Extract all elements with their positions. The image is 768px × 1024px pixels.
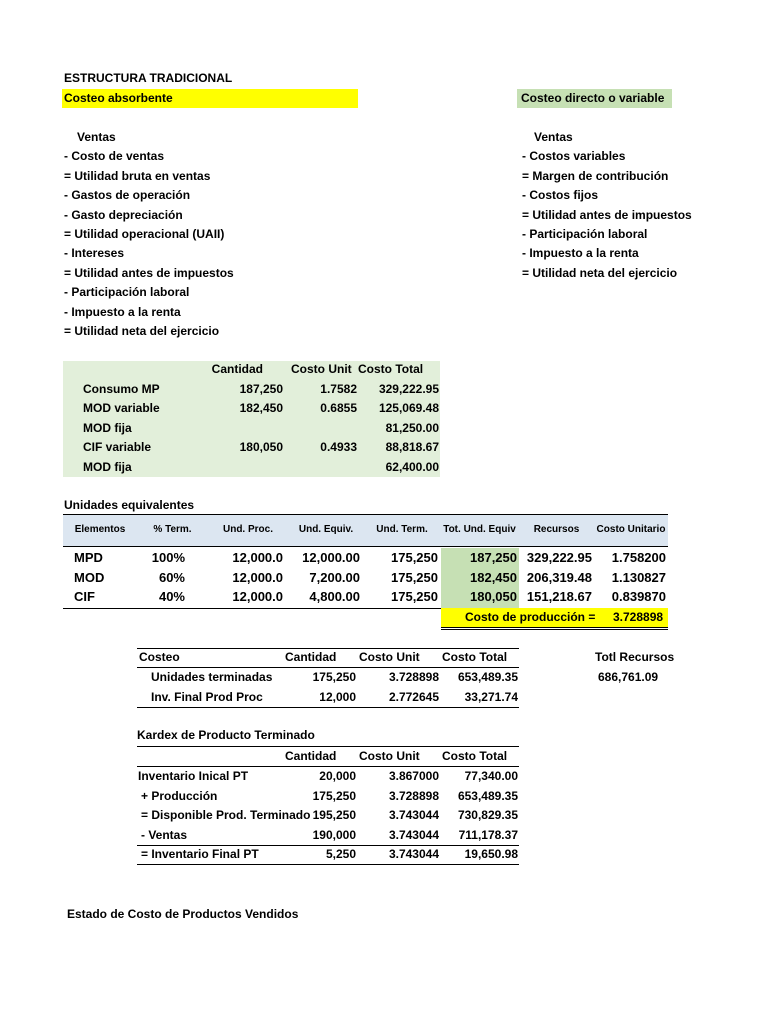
kardex-bottom-border bbox=[137, 864, 519, 865]
equiv-row-cell: 206,319.48 bbox=[526, 569, 592, 585]
costos-row-unit: 1.7582 bbox=[320, 382, 357, 396]
absorbente-header: Costeo absorbente bbox=[62, 89, 358, 108]
equiv-header-cell: Und. Proc. bbox=[222, 524, 273, 535]
equiv-row-cell: 12,000.0 bbox=[232, 569, 283, 585]
costos-row-total: 329,222.95 bbox=[378, 382, 439, 396]
kardex-row-total: 711,178.37 bbox=[458, 827, 518, 842]
absorbente-line: = Utilidad bruta en ventas bbox=[64, 168, 211, 183]
costeo-row-total: 33,271.74 bbox=[464, 690, 518, 704]
absorbente-line: = Utilidad neta del ejercicio bbox=[64, 324, 220, 338]
costeo-row-total: 653,489.35 bbox=[457, 670, 518, 684]
absorbente-line: Ventas bbox=[77, 130, 116, 144]
costos-row-cantidad: 180,050 bbox=[239, 440, 283, 455]
equiv-row-elemento: MPD bbox=[74, 550, 103, 565]
absorbente-line: - Participación laboral bbox=[64, 285, 190, 300]
directo-header: Costeo directo o variable bbox=[517, 89, 672, 108]
costos-row-total: 81,250.00 bbox=[385, 420, 439, 435]
costeo-row-cantidad: 12,000 bbox=[319, 690, 356, 704]
kardex-header-cantidad: Cantidad bbox=[285, 749, 337, 763]
equiv-header-cell: Und. Equiv. bbox=[298, 524, 354, 535]
absorbente-line: = Utilidad operacional (UAII) bbox=[64, 227, 225, 241]
costos-row-total: 62,400.00 bbox=[385, 459, 439, 474]
kardex-row-cantidad: 175,250 bbox=[312, 788, 356, 803]
costeo-header-unit: Costo Unit bbox=[359, 650, 420, 664]
kardex-row-cantidad: 5,250 bbox=[325, 847, 356, 861]
costos-row-total: 88,818.67 bbox=[385, 440, 439, 455]
costeo-header-total: Costo Total bbox=[442, 650, 508, 664]
absorbente-line: - Costo de ventas bbox=[64, 149, 165, 164]
costo-produccion-value: 3.728898 bbox=[613, 610, 664, 624]
equiv-row-cell: 151,218.67 bbox=[526, 589, 592, 604]
directo-line: - Costos variables bbox=[522, 149, 626, 164]
absorbente-line: - Intereses bbox=[64, 246, 125, 261]
kardex-header-unit: Costo Unit bbox=[359, 749, 420, 763]
costeo-header-cantidad: Cantidad bbox=[285, 650, 337, 664]
kardex-row-cantidad: 190,000 bbox=[312, 827, 356, 842]
equiv-row-cell: 180,050 bbox=[470, 589, 517, 604]
costos-row-label: MOD fija bbox=[83, 459, 132, 474]
equiv-row-elemento: CIF bbox=[74, 589, 95, 604]
equiv-row-cell: 12,000.0 bbox=[232, 589, 283, 604]
absorbente-line: - Impuesto a la renta bbox=[64, 304, 181, 319]
costos-header-unit: Costo Unit bbox=[291, 362, 352, 376]
costos-row-total: 125,069.48 bbox=[378, 401, 439, 416]
costos-row-label: Consumo MP bbox=[83, 382, 160, 396]
kardex-row-label: + Producción bbox=[141, 788, 218, 803]
costeo-row-unit: 2.772645 bbox=[388, 690, 439, 704]
equiv-header-cell: Tot. Und. Equiv bbox=[443, 524, 516, 535]
equiv-row-cell: 1.130827 bbox=[611, 569, 666, 585]
equiv-header-cell: % Term. bbox=[153, 524, 192, 535]
equiv-row-cell: 175,250 bbox=[391, 550, 438, 565]
costos-row-cantidad: 187,250 bbox=[239, 382, 283, 396]
kardex-row-unit: 3.743044 bbox=[388, 847, 439, 861]
costos-row-cantidad: 182,450 bbox=[239, 401, 283, 416]
equiv-header-cell: Und. Term. bbox=[376, 524, 428, 535]
equiv-row-cell: 7,200.00 bbox=[309, 569, 360, 585]
costeo-row-unit: 3.728898 bbox=[388, 670, 439, 684]
directo-line: = Margen de contribución bbox=[522, 168, 669, 183]
directo-line: = Utilidad antes de impuestos bbox=[522, 207, 692, 222]
costeo-row-cantidad: 175,250 bbox=[312, 670, 356, 684]
costeo-header-label: Costeo bbox=[139, 650, 180, 664]
equiv-row-cell: 60% bbox=[158, 569, 185, 585]
estado-title: Estado de Costo de Productos Vendidos bbox=[67, 907, 299, 921]
kardex-row-label: Inventario Inical PT bbox=[138, 769, 249, 783]
costo-produccion-label: Costo de producción = bbox=[465, 610, 596, 624]
equiv-row-cell: 182,450 bbox=[470, 569, 517, 585]
costeo-top-border bbox=[137, 648, 519, 649]
costo-produccion-underline-2 bbox=[441, 629, 668, 630]
kardex-row-unit: 3.867000 bbox=[388, 769, 439, 783]
kardex-header-border bbox=[137, 766, 519, 767]
kardex-row-cantidad: 20,000 bbox=[319, 769, 356, 783]
equiv-row-cell: 187,250 bbox=[470, 550, 517, 565]
costos-row-unit: 0.6855 bbox=[320, 401, 357, 416]
costeo-row-label: Unidades terminadas bbox=[151, 670, 273, 684]
equiv-row-cell: 1.758200 bbox=[611, 550, 666, 565]
kardex-header-total: Costo Total bbox=[442, 749, 508, 763]
equiv-row-cell: 100% bbox=[151, 550, 185, 565]
equiv-row-cell: 12,000.00 bbox=[302, 550, 360, 565]
kardex-row-cantidad: 195,250 bbox=[312, 808, 356, 822]
kardex-top-border bbox=[137, 746, 519, 747]
kardex-title: Kardex de Producto Terminado bbox=[137, 728, 315, 742]
equiv-row-elemento: MOD bbox=[74, 569, 105, 585]
page-title: ESTRUCTURA TRADICIONAL bbox=[64, 71, 233, 85]
kardex-row-unit: 3.743044 bbox=[388, 827, 439, 842]
kardex-row-total: 77,340.00 bbox=[464, 769, 518, 783]
kardex-row-unit: 3.743044 bbox=[388, 808, 439, 822]
absorbente-line: = Utilidad antes de impuestos bbox=[64, 265, 234, 280]
kardex-total-border bbox=[137, 845, 519, 846]
equiv-header-border bbox=[63, 546, 668, 547]
costeo-bottom-border bbox=[137, 707, 519, 708]
recursos-label: Totl Recursos bbox=[595, 650, 675, 664]
costo-produccion-underline-1 bbox=[441, 627, 668, 628]
equiv-row-cell: 175,250 bbox=[391, 589, 438, 604]
directo-line: = Utilidad neta del ejercicio bbox=[522, 265, 678, 280]
kardex-row-total: 653,489.35 bbox=[457, 788, 518, 803]
equiv-header-cell: Recursos bbox=[533, 524, 580, 535]
equiv-row-cell: 4,800.00 bbox=[309, 589, 360, 604]
equiv-header-cell: Costo Unitario bbox=[596, 524, 666, 535]
costeo-row-label: Inv. Final Prod Proc bbox=[151, 690, 263, 704]
costos-row-label: MOD fija bbox=[83, 420, 132, 435]
directo-line: - Impuesto a la renta bbox=[522, 246, 639, 261]
equiv-row-cell: 40% bbox=[158, 589, 185, 604]
costos-header-cantidad: Cantidad bbox=[211, 362, 263, 376]
costos-row-label: MOD variable bbox=[83, 401, 160, 416]
equiv-row-cell: 12,000.0 bbox=[232, 550, 283, 565]
directo-line: - Participación laboral bbox=[522, 227, 648, 241]
directo-line: Ventas bbox=[534, 130, 573, 144]
kardex-row-total: 730,829.35 bbox=[457, 808, 518, 822]
equiv-row-cell: 0.839870 bbox=[611, 589, 666, 604]
kardex-row-label: - Ventas bbox=[141, 827, 188, 842]
costos-header-total: Costo Total bbox=[358, 362, 424, 376]
costeo-header-border bbox=[137, 667, 519, 668]
recursos-value: 686,761.09 bbox=[598, 670, 659, 684]
absorbente-line: - Gastos de operación bbox=[64, 188, 191, 203]
kardex-row-total: 19,650.98 bbox=[464, 847, 518, 861]
equiv-row-cell: 329,222.95 bbox=[526, 550, 592, 565]
equiv-header-cell: Elementos bbox=[74, 524, 126, 535]
absorbente-line: - Gasto depreciación bbox=[64, 207, 183, 222]
equivalentes-title: Unidades equivalentes bbox=[64, 498, 195, 512]
kardex-row-label: = Inventario Final PT bbox=[141, 847, 259, 861]
equiv-row-cell: 175,250 bbox=[391, 569, 438, 585]
kardex-row-label: = Disponible Prod. Terminado bbox=[141, 808, 311, 822]
directo-line: - Costos fijos bbox=[522, 188, 599, 203]
costos-row-unit: 0.4933 bbox=[320, 440, 357, 455]
costos-row-label: CIF variable bbox=[83, 440, 152, 455]
kardex-row-unit: 3.728898 bbox=[388, 788, 439, 803]
